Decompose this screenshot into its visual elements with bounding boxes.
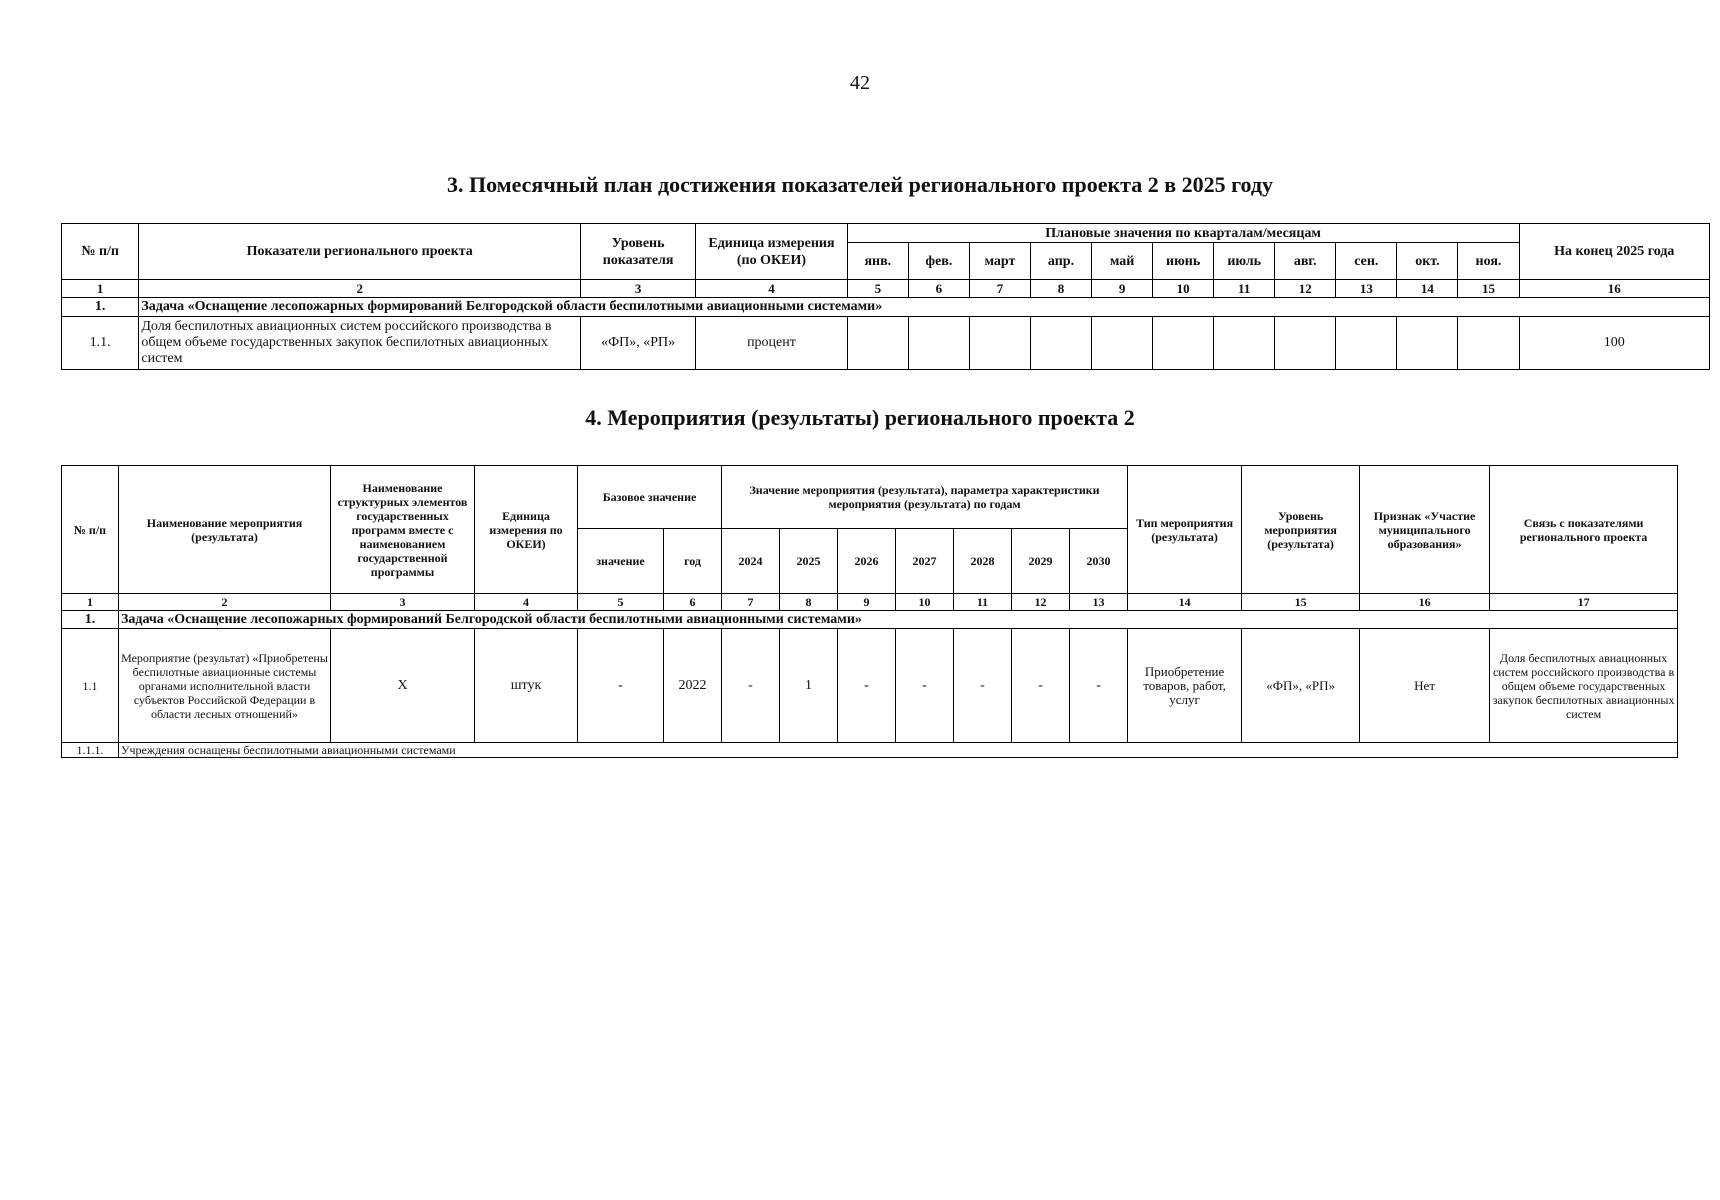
header-planned: Плановые значения по кварталам/месяцам xyxy=(847,224,1519,243)
column-number: 5 xyxy=(847,280,908,298)
header-month: сен. xyxy=(1336,243,1397,280)
column-number: 6 xyxy=(664,594,722,611)
sub-row xyxy=(62,743,1678,758)
header-unit: Единица измерения по ОКЕИ) xyxy=(475,466,578,594)
section-title-monthly-plan: 3. Помесячный план достижения показателей регионального проекта 2 в 2025 году xyxy=(446,172,1274,197)
row-name: Мероприятие (результат) «Приобретены беспилотные авиационные системы органами исполнительной власти субъектов Российской Федерации в области лесных отношений» xyxy=(119,629,331,743)
header-month: июнь xyxy=(1153,243,1214,280)
column-number: 11 xyxy=(1214,280,1275,298)
column-number: 10 xyxy=(1153,280,1214,298)
column-number: 13 xyxy=(1070,594,1128,611)
sub-row-num: 1.1.1. xyxy=(62,743,119,758)
column-number: 16 xyxy=(1519,280,1710,298)
column-number: 2 xyxy=(139,280,581,298)
header-year: 2027 xyxy=(896,529,954,594)
column-number: 8 xyxy=(780,594,838,611)
row-structural: Х xyxy=(331,629,475,743)
task-num: 1. xyxy=(62,611,119,629)
header-year: 2028 xyxy=(954,529,1012,594)
header-year: 2025 xyxy=(780,529,838,594)
header-type: Тип мероприятия (результата) xyxy=(1128,466,1242,594)
header-base-year: год xyxy=(664,529,722,594)
row-month-cell xyxy=(1153,317,1214,370)
header-year: 2030 xyxy=(1070,529,1128,594)
header-month: янв. xyxy=(847,243,908,280)
row-year-value: - xyxy=(1012,629,1070,743)
row-unit: процент xyxy=(696,317,848,370)
row-base-value: - xyxy=(578,629,664,743)
column-number: 15 xyxy=(1458,280,1519,298)
row-month-cell xyxy=(1336,317,1397,370)
table-header-row xyxy=(62,224,1710,243)
header-month: фев. xyxy=(908,243,969,280)
row-month-cell xyxy=(847,317,908,370)
header-level: Уровень мероприятия (результата) xyxy=(1242,466,1360,594)
column-number: 16 xyxy=(1360,594,1490,611)
header-num: № п/п xyxy=(62,466,119,594)
header-end-of-year: На конец 2025 года xyxy=(1519,224,1710,280)
row-num: 1.1. xyxy=(62,317,139,370)
row-level: «ФП», «РП» xyxy=(581,317,696,370)
header-level: Уровень показателя xyxy=(581,224,696,280)
column-number: 4 xyxy=(696,280,848,298)
header-municipal: Признак «Участие муниципального образования» xyxy=(1360,466,1490,594)
header-month: июль xyxy=(1214,243,1275,280)
column-number: 1 xyxy=(62,280,139,298)
header-link: Связь с показателями регионального проекта xyxy=(1490,466,1678,594)
column-number: 5 xyxy=(578,594,664,611)
column-number: 13 xyxy=(1336,280,1397,298)
header-month: окт. xyxy=(1397,243,1458,280)
table-row xyxy=(62,317,1710,370)
column-number: 1 xyxy=(62,594,119,611)
row-level: «ФП», «РП» xyxy=(1242,629,1360,743)
monthly-plan-table xyxy=(61,223,1710,370)
task-text: Задача «Оснащение лесопожарных формирований Белгородской области беспилотными авиационными системами» xyxy=(119,611,1678,629)
row-year-value: - xyxy=(722,629,780,743)
column-number: 7 xyxy=(969,280,1030,298)
row-year-value: - xyxy=(838,629,896,743)
task-row xyxy=(62,298,1710,317)
column-number: 8 xyxy=(1030,280,1091,298)
header-month: апр. xyxy=(1030,243,1091,280)
table-row xyxy=(62,629,1678,743)
row-month-cell xyxy=(1214,317,1275,370)
header-year: 2026 xyxy=(838,529,896,594)
page-number: 42 xyxy=(850,72,870,94)
task-text: Задача «Оснащение лесопожарных формирований Белгородской области беспилотными авиационными системами» xyxy=(139,298,1710,317)
header-num: № п/п xyxy=(62,224,139,280)
header-month: авг. xyxy=(1275,243,1336,280)
row-month-cell xyxy=(1275,317,1336,370)
task-num: 1. xyxy=(62,298,139,317)
table-header-row xyxy=(62,466,1678,529)
row-month-cell xyxy=(1030,317,1091,370)
activities-table xyxy=(61,465,1678,758)
column-number: 10 xyxy=(896,594,954,611)
sub-row-text: Учреждения оснащены беспилотными авиационными системами xyxy=(119,743,1678,758)
row-month-cell xyxy=(969,317,1030,370)
row-month-cell xyxy=(908,317,969,370)
column-number: 9 xyxy=(1092,280,1153,298)
row-month-cell xyxy=(1397,317,1458,370)
task-row xyxy=(62,611,1678,629)
header-indicators: Показатели регионального проекта xyxy=(139,224,581,280)
row-unit: штук xyxy=(475,629,578,743)
header-base: Базовое значение xyxy=(578,466,722,529)
header-month: май xyxy=(1092,243,1153,280)
column-number: 3 xyxy=(581,280,696,298)
header-month: ноя. xyxy=(1458,243,1519,280)
row-year-value: 1 xyxy=(780,629,838,743)
column-number: 7 xyxy=(722,594,780,611)
row-year-value: - xyxy=(954,629,1012,743)
row-base-year: 2022 xyxy=(664,629,722,743)
column-numbers-row xyxy=(62,280,1710,298)
header-name: Наименование мероприятия (результата) xyxy=(119,466,331,594)
column-number: 17 xyxy=(1490,594,1678,611)
row-type: Приобретение товаров, работ, услуг xyxy=(1128,629,1242,743)
header-year: 2029 xyxy=(1012,529,1070,594)
row-municipal: Нет xyxy=(1360,629,1490,743)
row-month-cell xyxy=(1458,317,1519,370)
column-number: 12 xyxy=(1275,280,1336,298)
column-number: 14 xyxy=(1397,280,1458,298)
column-number: 9 xyxy=(838,594,896,611)
header-year: 2024 xyxy=(722,529,780,594)
column-number: 6 xyxy=(908,280,969,298)
header-month: март xyxy=(969,243,1030,280)
column-number: 11 xyxy=(954,594,1012,611)
row-num: 1.1 xyxy=(62,629,119,743)
column-number: 4 xyxy=(475,594,578,611)
header-unit: Единица измерения (по ОКЕИ) xyxy=(696,224,848,280)
header-structural: Наименование структурных элементов государственных программ вместе с наименованием государственной программы xyxy=(331,466,475,594)
column-number: 14 xyxy=(1128,594,1242,611)
row-indicator: Доля беспилотных авиационных систем российского производства в общем объеме государственных закупок беспилотных авиационных систем xyxy=(139,317,581,370)
row-year-value: - xyxy=(896,629,954,743)
row-year-value: - xyxy=(1070,629,1128,743)
column-number: 15 xyxy=(1242,594,1360,611)
header-values-by-year: Значение мероприятия (результата), параметра характеристики мероприятия (результата) по годам xyxy=(722,466,1128,529)
header-base-value: значение xyxy=(578,529,664,594)
row-link: Доля беспилотных авиационных систем российского производства в общем объеме государственных закупок беспилотных авиационных систем xyxy=(1490,629,1678,743)
column-numbers-row xyxy=(62,594,1678,611)
column-number: 2 xyxy=(119,594,331,611)
column-number: 3 xyxy=(331,594,475,611)
row-end-value: 100 xyxy=(1519,317,1710,370)
row-month-cell xyxy=(1092,317,1153,370)
column-number: 12 xyxy=(1012,594,1070,611)
section-title-activities: 4. Мероприятия (результаты) регионального проекта 2 xyxy=(585,405,1135,430)
